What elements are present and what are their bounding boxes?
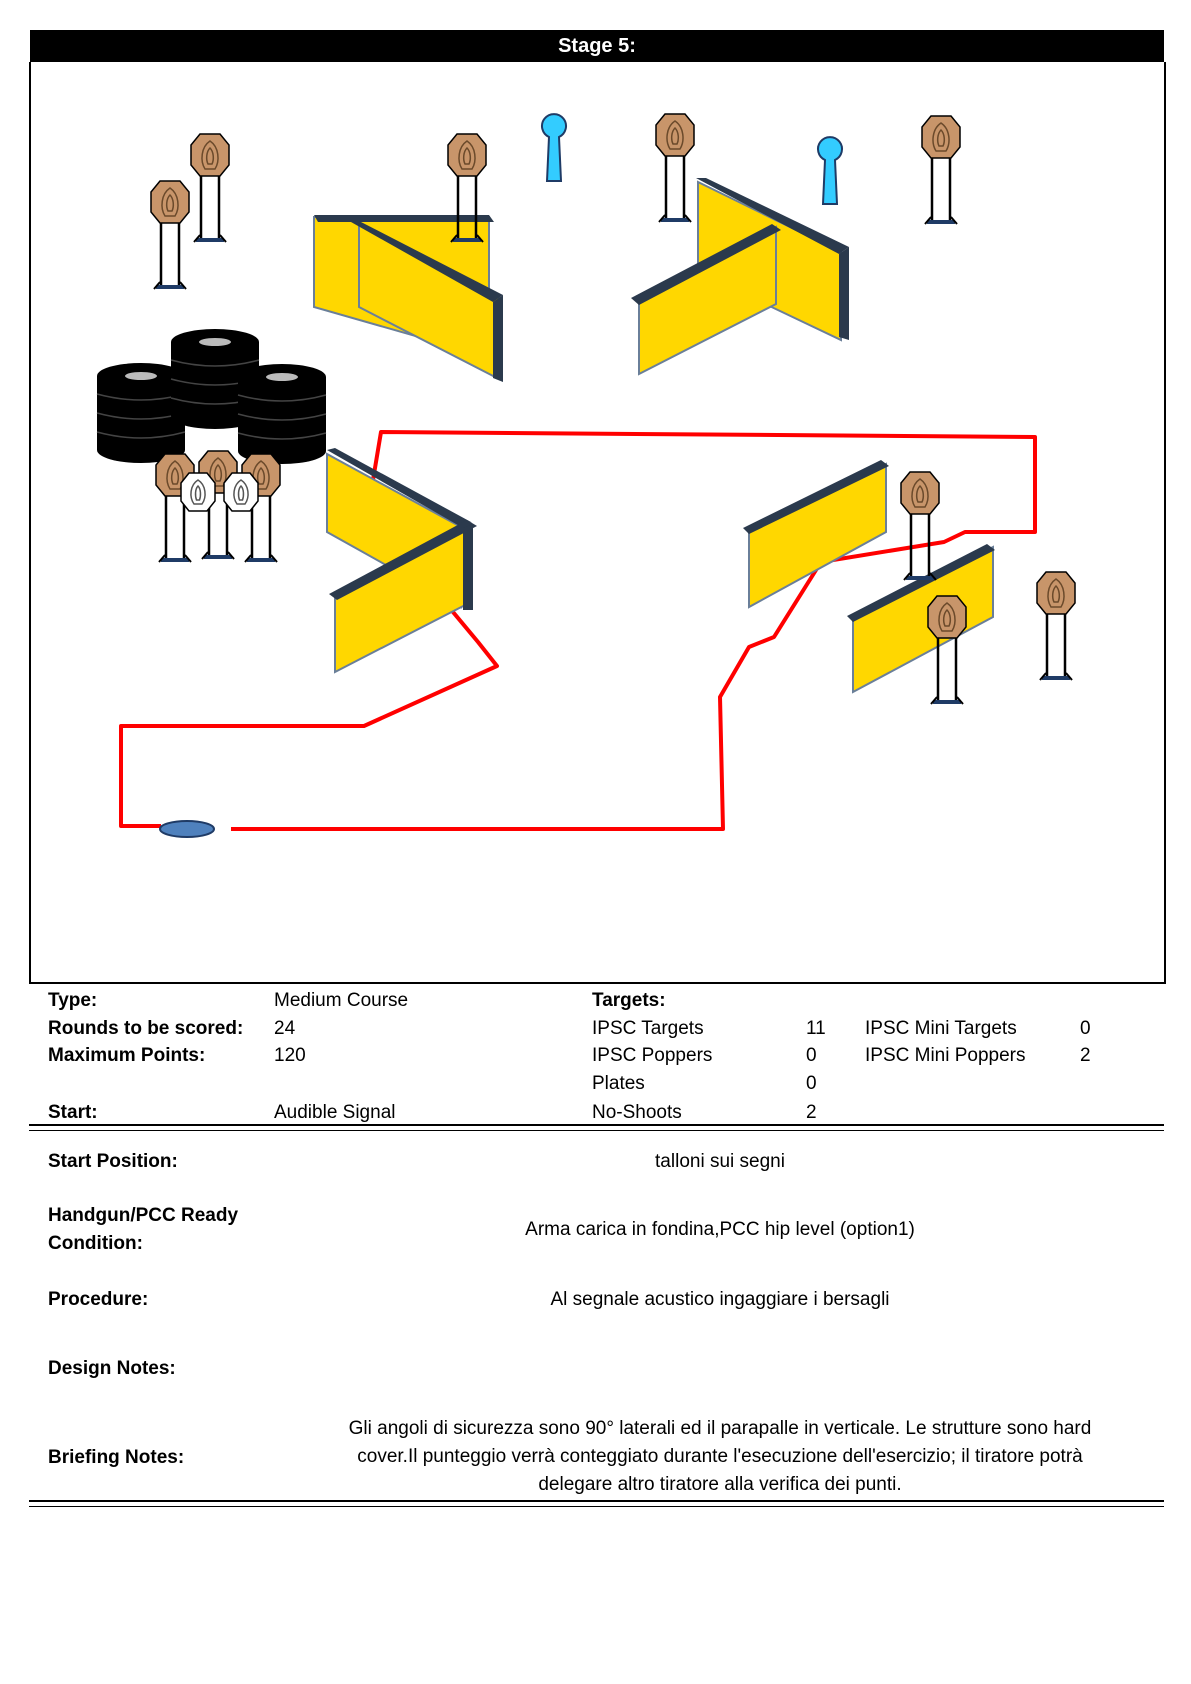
ready-condition-label-line: Condition:	[48, 1233, 143, 1254]
type-value: Medium Course	[274, 990, 409, 1011]
divider	[29, 1124, 1164, 1126]
start-position-value: talloni sui segni	[655, 1151, 785, 1172]
start-position-label: Start Position:	[48, 1151, 178, 1172]
rounds-value: 24	[274, 1018, 296, 1039]
briefing-notes-line: Gli angoli di sicurezza sono 90° laterali ed il parapalle in verticale. Le strutture sono hard	[348, 1418, 1092, 1439]
ipsc-target	[656, 114, 694, 222]
ready-condition-label	[48, 1202, 238, 1258]
target-type-label: No-Shoots	[592, 1102, 682, 1123]
ipsc-target	[191, 134, 229, 242]
points-label: Maximum Points:	[48, 1045, 206, 1066]
briefing-notes-line: delegare altro tiratore alla verifica dei punti.	[538, 1474, 902, 1495]
ipsc-target	[922, 116, 960, 224]
ipsc-target	[151, 181, 189, 289]
ready-condition-label-line: Handgun/PCC Ready	[48, 1205, 239, 1226]
briefing-notes-label: Briefing Notes:	[48, 1447, 185, 1468]
ipsc-target	[1037, 572, 1075, 680]
wall-top-right	[631, 178, 849, 374]
wall-middle-left	[327, 448, 477, 672]
rounds-label: Rounds to be scored:	[48, 1018, 244, 1039]
design-notes-label: Design Notes:	[48, 1358, 176, 1379]
no-shoot-target	[224, 473, 258, 511]
target-type-count: 0	[806, 1073, 817, 1094]
wall-middle-right	[743, 460, 889, 607]
start-value: Audible Signal	[274, 1102, 396, 1123]
divider	[29, 1130, 1164, 1131]
ready-condition-value: Arma carica in fondina,PCC hip level (option1)	[525, 1219, 915, 1240]
start-label: Start:	[48, 1102, 98, 1123]
target-type-label: IPSC Poppers	[592, 1045, 713, 1066]
mini-popper	[818, 137, 842, 204]
ipsc-target	[901, 472, 939, 580]
ipsc-target	[928, 596, 966, 704]
target-type-label: Plates	[592, 1073, 645, 1094]
stage-title: Stage 5:	[30, 30, 1164, 62]
target-type-label: IPSC Mini Targets	[865, 1018, 1017, 1039]
target-type-count: 2	[806, 1102, 817, 1123]
targets-label: Targets:	[592, 990, 666, 1011]
mini-popper	[542, 114, 566, 181]
stage-diagram	[29, 62, 1166, 984]
points-value: 120	[274, 1045, 306, 1066]
type-label: Type:	[48, 990, 98, 1011]
procedure-value: Al segnale acustico ingaggiare i bersagli	[550, 1289, 890, 1310]
briefing-notes-value	[290, 1415, 1150, 1499]
briefing-notes-line: cover.Il punteggio verrà conteggiato durante l'esecuzione dell'esercizio; il tiratore potrà	[357, 1446, 1083, 1467]
target-type-count: 2	[1080, 1045, 1091, 1066]
target-type-count: 0	[806, 1045, 817, 1066]
target-type-label: IPSC Targets	[592, 1018, 704, 1039]
procedure-label: Procedure:	[48, 1289, 149, 1310]
divider	[29, 1500, 1164, 1502]
target-type-count: 0	[1080, 1018, 1091, 1039]
divider	[29, 1506, 1164, 1507]
wall-bottom-right	[847, 544, 995, 692]
no-shoot-target	[181, 473, 215, 511]
target-type-label: IPSC Mini Poppers	[865, 1045, 1026, 1066]
start-position-marker	[160, 821, 214, 837]
tire-stack-right	[238, 364, 326, 464]
target-type-count: 11	[806, 1018, 826, 1039]
